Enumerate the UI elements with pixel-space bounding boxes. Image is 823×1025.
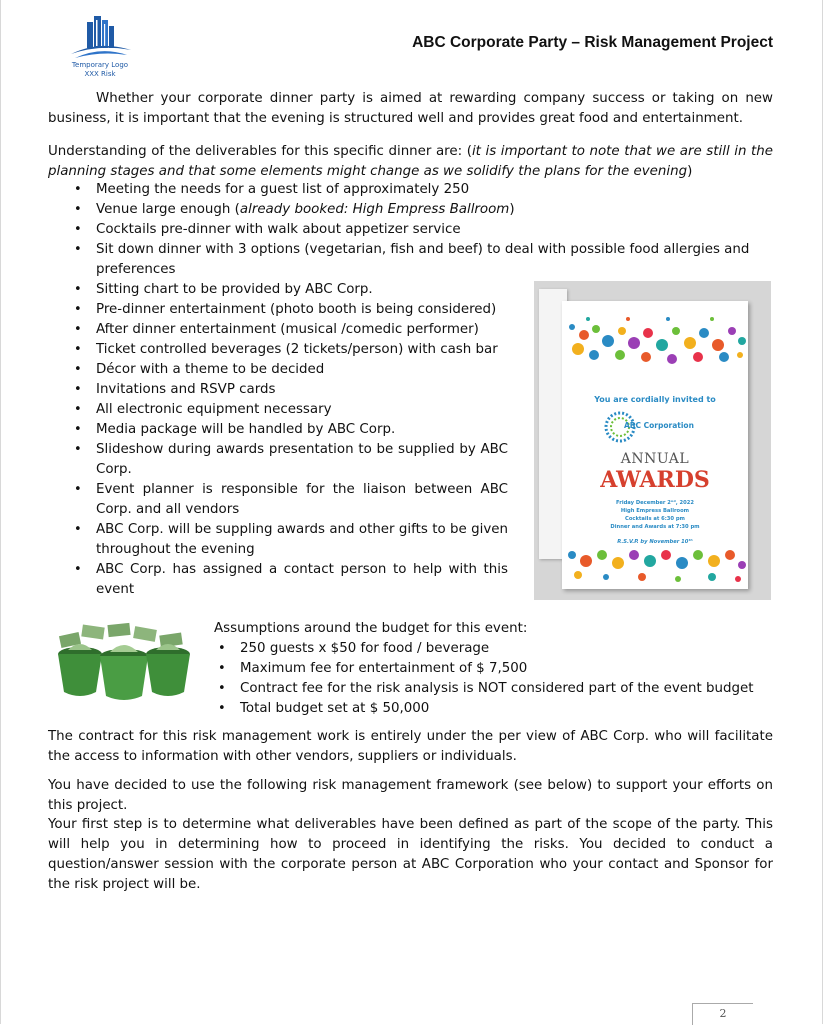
contract-paragraph: The contract for this risk management work is entirely under the per view of ABC Corp. who will facilitate the access to information with other vendors, suppliers or individuals.	[48, 729, 773, 764]
understanding-lead: Understanding of the deliverables for this specific dinner are: (	[48, 144, 472, 159]
invitation-cocktails: Cocktails at 6:30 pm	[625, 516, 685, 522]
framework-paragraph: You have decided to use the following risk management framework (see below) to support your efforts on this project.	[48, 778, 773, 813]
first-step-paragraph: Your first step is to determine what deliverables have been defined as part of the scope of the party. This will help you in determining how to proceed in identifying the risks. You decided to conduct a question/answer session with the corporate person at ABC Corporation who your contact and Sponsor for the risk project will be.	[48, 817, 773, 892]
invitation-company: ABC Corporation	[624, 421, 694, 430]
confetti-bottom-icon	[562, 547, 748, 589]
budget-heading: Assumptions around the budget for this event:	[214, 621, 528, 636]
money-buckets-image	[52, 620, 196, 704]
list-item-text: Meeting the needs for a guest list of approximately 250	[96, 182, 470, 197]
list-item	[48, 180, 773, 200]
budget-list	[192, 639, 792, 719]
list-item: • Slideshow during awards presentation to be supplied by ABC Corp.	[48, 440, 508, 480]
list-item: • 250 guests x $50 for food / beverage	[192, 639, 792, 659]
invitation-annual: ANNUAL	[620, 451, 690, 467]
invitation-invited-text: You are cordially invited to	[594, 395, 716, 404]
invitation-image	[534, 281, 771, 600]
logo-text-line1: Temporary Logo	[71, 61, 129, 69]
document-title: ABC Corporate Party – Risk Management Project	[412, 34, 773, 51]
list-item	[48, 240, 773, 280]
confetti-top-icon	[562, 301, 748, 371]
list-item: • Total budget set at $ 50,000	[192, 699, 792, 719]
invitation-date: Friday December 2ⁿᵈ, 2022	[616, 500, 694, 506]
list-item: • Media package will be handled by ABC Corp.	[48, 420, 508, 440]
list-item: • Ticket controlled beverages (2 tickets/person) with cash bar	[48, 340, 508, 360]
list-item: • Contract fee for the risk analysis is NOT considered part of the event budget	[192, 679, 792, 699]
list-item: • All electronic equipment necessary	[48, 400, 508, 420]
building-logo-icon	[65, 14, 135, 60]
list-item-italic: already booked: High Empress Ballroom	[239, 202, 510, 217]
list-item: • Event planner is responsible for the liaison between ABC Corp. and all vendors	[48, 480, 508, 520]
list-item-text: Venue large enough (	[96, 202, 240, 217]
invitation-awards: AWARDS	[600, 467, 710, 493]
list-item: • ABC Corp. will be suppling awards and other gifts to be given throughout the evening	[48, 520, 508, 560]
understanding-note: it is important to note that we are still in the planning stages and that some elements might change as we solidify the plans for the evening	[48, 144, 774, 179]
list-item-text: Sit down dinner with 3 options (vegetarian, fish and beef) to deal with possible food allergies and preferences	[96, 242, 750, 277]
list-item	[48, 220, 773, 240]
logo-text-line2: XXX Risk	[84, 70, 116, 78]
deliverables-list-narrow	[48, 280, 508, 600]
list-item: • Pre-dinner entertainment (photo booth is being considered)	[48, 300, 508, 320]
invitation-dinner: Dinner and Awards at 7:30 pm	[610, 524, 700, 530]
list-item: • Invitations and RSVP cards	[48, 380, 508, 400]
page-number: 2	[692, 1003, 753, 1025]
intro-paragraph: Whether your corporate dinner party is aimed at rewarding company success or taking on new business, it is important that the evening is structured well and provides great food and entertainment.	[48, 91, 773, 126]
list-item: • ABC Corp. has assigned a contact person to help with this event	[48, 560, 508, 600]
list-item: • Sitting chart to be provided by ABC Corp.	[48, 280, 508, 300]
list-item-text-after: )	[509, 202, 515, 217]
understanding-close: )	[687, 164, 693, 179]
list-item-text: Cocktails pre-dinner with walk about appetizer service	[96, 222, 461, 237]
list-item: • Décor with a theme to be decided	[48, 360, 508, 380]
list-item: • After dinner entertainment (musical /comedic performer)	[48, 320, 508, 340]
invitation-venue: High Empress Ballroom	[620, 508, 690, 514]
list-item	[48, 200, 773, 220]
page-left-edge	[0, 0, 1, 1024]
deliverables-list-full	[48, 180, 773, 280]
list-item: • Maximum fee for entertainment of $ 7,500	[192, 659, 792, 679]
invitation-rsvp: R.S.V.P. by November 10ᵗʰ	[617, 539, 693, 545]
invitation-card	[562, 301, 748, 589]
understanding-paragraph	[48, 142, 773, 182]
company-logo	[62, 14, 138, 84]
